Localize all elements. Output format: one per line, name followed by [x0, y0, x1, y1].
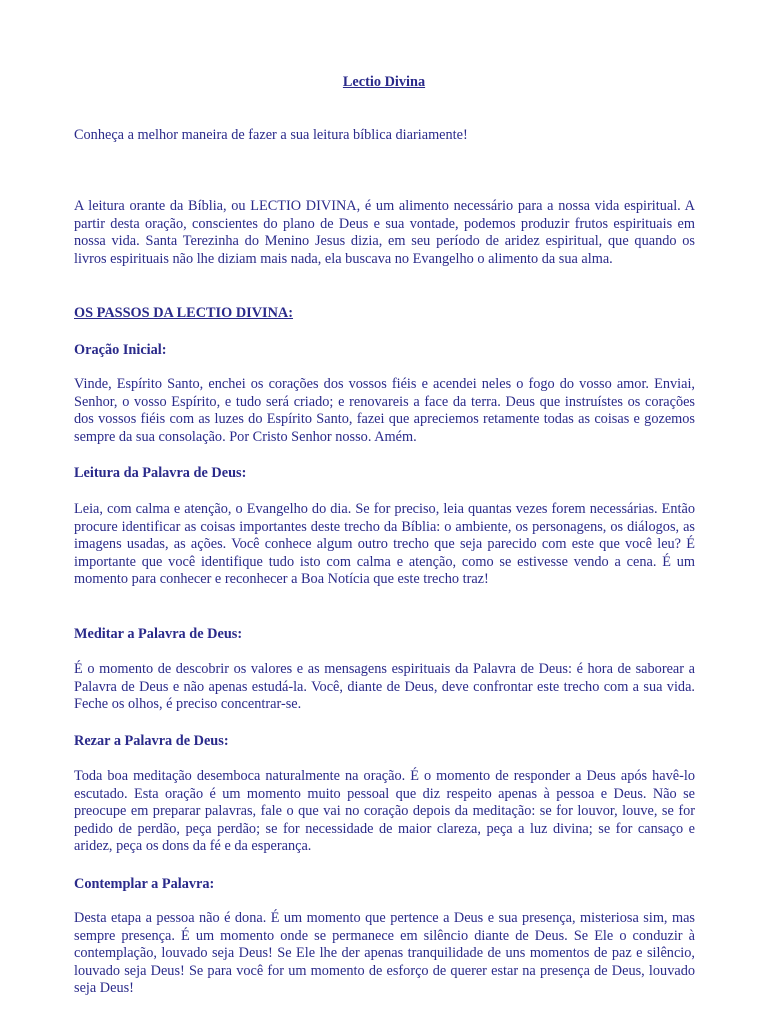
- intro-paragraph: A leitura orante da Bíblia, ou LECTIO DIVINA, é um alimento necessário para a nossa vida espiritual. A partir desta oração, conscientes do plano de Deus e sua vontade, podemos produzir frutos espirituais em nossa vida. Santa Terezinha do Menino Jesus dizia, em seu período de aridez espiritual, que quando os livros espirituais não lhe diziam mais nada, ela buscava no Evangelho o alimento da sua alma.: [74, 198, 695, 267]
- step-heading-oracao-inicial: Oração Inicial:: [74, 342, 167, 358]
- step-heading-leitura: Leitura da Palavra de Deus:: [74, 465, 247, 481]
- document-title: Lectio Divina: [342, 74, 426, 90]
- step-heading-rezar: Rezar a Palavra de Deus:: [74, 733, 229, 749]
- section-heading-steps: OS PASSOS DA LECTIO DIVINA:: [74, 305, 294, 321]
- step-heading-contemplar: Contemplar a Palavra:: [74, 876, 215, 892]
- step-heading-meditar: Meditar a Palavra de Deus:: [74, 626, 243, 642]
- step-text-leitura: Leia, com calma e atenção, o Evangelho do dia. Se for preciso, leia quantas vezes forem necessárias. Então procure identificar as coisas importantes deste trecho da Bíblia: o ambiente, os personagens, os diálogos, as imagens usadas, as ações. Você conhece algum outro trecho que seja parecido com este que você leu? É importante que você identifique tudo isto com calma e atenção, como se estivesse vendo a cena. É um momento para conhecer e reconhecer a Boa Notícia que este trecho traz!: [74, 501, 695, 588]
- step-text-contemplar: Desta etapa a pessoa não é dona. É um momento que pertence a Deus e sua presença, misteriosa sim, mas sempre presença. É um momento onde se permanece em silêncio diante de Deus. Se Ele o conduzir à contemplação, louvado seja Deus! Se Ele lhe der apenas tranquilidade de uns momentos de paz e silêncio, louvado seja Deus! Se para você for um momento de esforço de querer estar na presença de Deus, louvado seja Deus!: [74, 910, 695, 997]
- step-text-rezar: Toda boa meditação desemboca naturalmente na oração. É o momento de responder a Deus após havê-lo escutado. Esta oração é um momento muito pessoal que diz respeito apenas à pessoa e Deus. Não se preocupe em preparar palavras, fale o que vai no coração depois da meditação: se for louvor, louve, se for pedido de perdão, peça perdão; se for necessidade de maior clareza, peça a luz divina; se for cansaço e aridez, peça os dons da fé e da esperança.: [74, 768, 695, 855]
- intro-line: Conheça a melhor maneira de fazer a sua leitura bíblica diariamente!: [74, 127, 468, 143]
- step-text-oracao-inicial: Vinde, Espírito Santo, enchei os corações dos vossos fiéis e acendei neles o fogo do vosso amor. Enviai, Senhor, o vosso Espírito, e tudo será criado; e renovareis a face da terra. Deus que instruístes os corações dos vossos fiéis com as luzes do Espírito Santo, fazei que apreciemos retamente todas as coisas e gozemos sempre da sua consolação. Por Cristo Senhor nosso. Amém.: [74, 376, 695, 445]
- step-text-meditar: É o momento de descobrir os valores e as mensagens espirituais da Palavra de Deus: é hora de saborear a Palavra de Deus e não apenas estudá-la. Você, diante de Deus, deve confrontar este trecho com a sua vida. Feche os olhos, é preciso concentrar-se.: [74, 661, 695, 713]
